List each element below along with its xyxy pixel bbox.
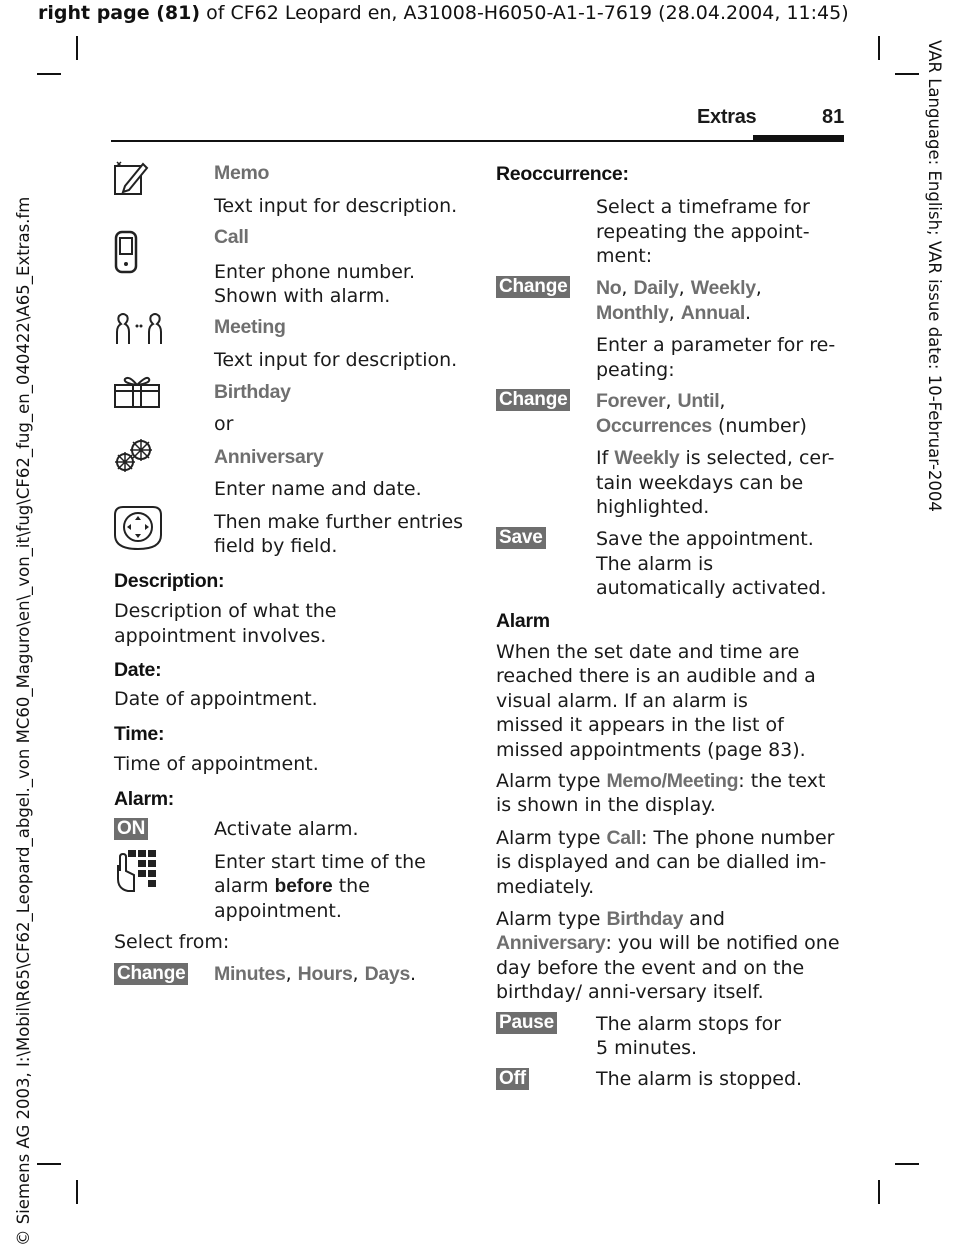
change-softkey-param[interactable]: Change [496,389,570,411]
pause-softkey[interactable]: Pause [496,1012,557,1034]
alarm-options [214,963,416,986]
print-info-line [38,2,849,24]
p3-b: : The phone number is displayed and can be dialled im-mediately. [496,827,835,898]
keypad-text-bold: before [274,876,333,897]
birthday-desc: or [214,413,234,435]
p3-a: Alarm type [496,827,607,849]
weekly-note [596,446,836,520]
weekly-keyword: Weekly [614,447,680,469]
alarm-paragraph-1: When the set date and time are reached there is an audible and a visual alarm. If an alarm is missed it appears in the list of missed appointments (page 83). [496,641,816,761]
reoccurrence-heading: Reoccurrence: [496,163,629,185]
page-section-title: Extras [697,106,757,128]
alarm-paragraph-4 [496,907,841,1005]
option-forever: Forever [596,390,666,412]
anniversary-icon [113,438,155,474]
param-options: Forever, Until, Occurrences (number) [596,390,807,437]
separator: , [285,963,298,985]
on-softkey[interactable]: ON [114,818,148,840]
p4-keyword-anniversary: Anniversary [496,932,606,955]
anniversary-desc: Enter name and date. [214,478,422,500]
option-until: Until [677,390,720,412]
off-softkey[interactable]: Off [496,1068,529,1090]
change-softkey-repeat[interactable]: Change [496,276,570,298]
time-text: Time of appointment. [114,753,319,775]
change-softkey[interactable]: Change [114,963,188,985]
description-heading: Description: [114,570,225,592]
option-weekly: Weekly [690,277,756,299]
meeting-icon [113,312,167,346]
crop-mark [76,36,78,60]
date-text: Date of appointment. [114,688,318,710]
date-heading: Date: [114,659,162,681]
off-text: The alarm is stopped. [596,1068,803,1090]
alarm-heading: Alarm: [114,788,174,810]
memo-icon [113,160,149,196]
phone-icon [113,230,141,274]
save-softkey[interactable]: Save [496,527,546,549]
p4-a: Alarm type [496,908,607,930]
option-annual: Annual [680,301,746,324]
meeting-label: Meeting [214,316,286,338]
side-file-path: © Siemens AG 2003, I:\Mobil\R65\CF62_Leopard_abgel._von MC60_Maguro\en\_von_it\fug\CF62_fug_en_040422\A65_Extras.fm [14,196,33,1246]
p4-mid: and [683,908,725,930]
description-text: Description of what the appointment involves. [114,600,337,647]
call-desc: Enter phone number. Shown with alarm. [214,261,415,307]
p2-a: Alarm type [496,770,607,792]
print-info-rest: of CF62 Leopard en, A31008-H6050-A1-1-7619 (28.04.2004, 11:45) [200,2,849,24]
select-from-text: Select from: [114,931,230,953]
keypad-icon [114,849,158,893]
memo-desc: Text input for description. [214,195,458,217]
p3-keyword: Call [606,827,642,849]
keypad-text [214,850,444,923]
alarm-paragraph-3 [496,826,836,899]
crop-mark [37,1163,61,1165]
number-note: (number) [711,414,807,437]
option-days: Days [364,963,411,985]
crop-mark [895,73,919,75]
crop-mark [878,1180,880,1204]
call-label: Call [214,226,249,248]
pause-text: The alarm stops for 5 minutes. [596,1013,782,1060]
alarm-paragraph-2 [496,769,836,818]
option-occurrences: Occurrences [596,414,712,437]
save-text: Save the appointment. The alarm is automatically activated. [596,528,827,599]
option-daily: Daily [633,277,679,299]
option-monthly: Monthly [596,301,669,324]
memo-label: Memo [214,162,270,184]
p2-keyword: Memo/Meeting [606,770,739,792]
crop-mark [76,1180,78,1204]
keypad-text-b: the appointment. [214,875,370,922]
crop-mark [37,73,61,75]
meeting-desc: Text input for description. [214,349,458,371]
anniversary-label: Anniversary [214,446,324,468]
option-minutes: Minutes [214,963,286,985]
weekly-note-a: If [596,447,615,469]
separator: , [352,963,365,985]
print-info-bold: right page (81) [38,2,201,24]
weekly-note-b: is selected, cer-tain weekdays can be highlighted. [596,447,835,518]
param-text: Enter a parameter for re-peating: [596,334,836,381]
on-text: Activate alarm. [214,818,359,840]
repeat-options: No, Daily, Weekly, Monthly, Annual. [596,277,762,324]
side-language-info: VAR Language: English; VAR issue date: 10-Februar-2004 [925,40,944,512]
p4-b: : you will be notified one day before the event and on the birthday/ anni-versary itself. [496,932,840,1004]
nav-text: Then make further entries field by field. [214,511,464,557]
header-rule [111,140,844,142]
page-number: 81 [822,106,845,128]
alarm-section-heading: Alarm [496,610,550,632]
crop-mark [895,1163,919,1165]
reoccurrence-intro: Select a timeframe for repeating the appoint-ment: [596,196,810,267]
gift-icon [113,373,161,409]
birthday-label: Birthday [214,381,291,403]
keypad-text-a: Enter start time of the alarm [214,851,426,897]
option-hours: Hours [297,963,353,985]
option-no: No [596,277,622,299]
time-heading: Time: [114,723,165,745]
p2-b: : the text is shown in the display. [496,770,826,817]
crop-mark [878,36,880,60]
p4-keyword-birthday: Birthday [606,908,684,930]
nav-key-icon [113,505,163,551]
period: . [410,963,417,985]
